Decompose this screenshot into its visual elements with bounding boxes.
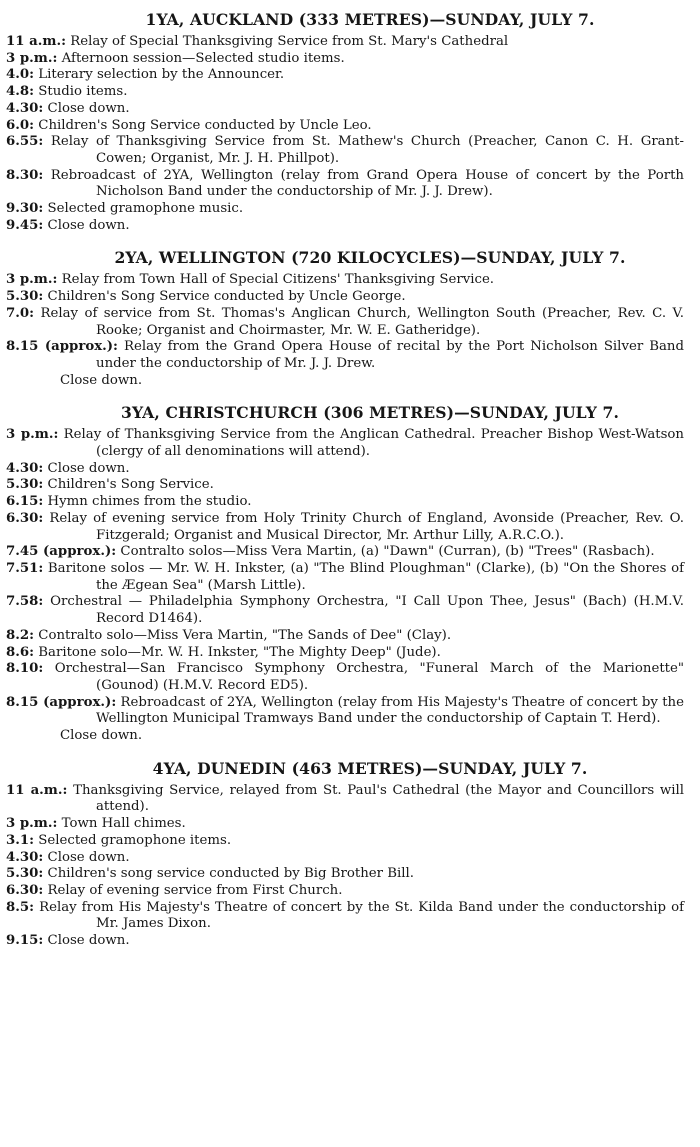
entry-time: 6.15: <box>6 494 44 510</box>
schedule-entry <box>0 900 700 933</box>
entry-description: Close down. <box>47 460 130 476</box>
schedule-entry <box>0 67 700 84</box>
entry-time: 3 p.m.: <box>6 427 59 443</box>
entry-time: 7.51: <box>6 560 44 576</box>
schedule-entry <box>0 272 700 289</box>
schedule-entry <box>0 883 700 900</box>
schedule-entry <box>0 461 700 478</box>
schedule-entry <box>0 168 700 201</box>
entry-time: 6.55: <box>6 134 44 150</box>
close-down-note: Close down. <box>60 372 143 388</box>
entry-time: 7.0: <box>6 305 35 321</box>
entry-time: 8.10: <box>6 661 44 677</box>
entry-time: 8.15 (approx.): <box>6 339 118 355</box>
entry-time: 6.30: <box>6 882 44 898</box>
entry-description: Relay of Special Thanksgiving Service from St. Mary's Cathedral <box>70 34 509 49</box>
schedule-entry <box>0 661 700 694</box>
entry-time: 4.30: <box>6 100 44 116</box>
entry-time: 8.30: <box>6 167 44 183</box>
schedule-entry <box>0 51 700 68</box>
schedule-entry <box>0 511 700 544</box>
schedule-entry <box>0 561 700 594</box>
entry-time: 5.30: <box>6 289 44 305</box>
station-heading: 2YA, WELLINGTON (720 KILOCYCLES)—SUNDAY, JULY 7. <box>114 248 626 268</box>
schedule-entry <box>0 118 700 135</box>
entry-description: Orchestral — Philadelphia Symphony Orchestra, "I Call Upon Thee, Jesus" (Bach) (H.M.V. Record D1464). <box>50 594 684 627</box>
entry-description: Studio items. <box>38 84 128 100</box>
entry-time: 11 a.m.: <box>6 782 68 798</box>
entry-description: Rebroadcast of 2YA, Wellington (relay from Grand Opera House of concert by the Porth Nicholson Band under the conductorship of Mr. J. J. Drew). <box>50 167 684 200</box>
schedule-entry <box>0 544 700 561</box>
entry-time: 3 p.m.: <box>6 816 58 832</box>
entry-description: Relay of evening service from Holy Trinity Church of England, Avonside (Preacher, Rev. O. Fitzgerald; Organist and Musical Director, Mr. Arthur Lilly, A.R.C.O.). <box>49 510 684 543</box>
entry-time: 4.30: <box>6 460 44 476</box>
entry-description: Thanksgiving Service, relayed from St. Paul's Cathedral (the Mayor and Councillors will attend). <box>73 782 684 815</box>
entry-time: 7.58: <box>6 594 44 610</box>
entry-description: Relay from Town Hall of Special Citizens' Thanksgiving Service. <box>61 272 495 288</box>
entry-time: 9.30: <box>6 201 44 217</box>
schedule-entry <box>0 218 700 235</box>
entry-time: 3 p.m.: <box>6 272 58 288</box>
schedule-entry <box>0 306 700 339</box>
schedule-entry <box>0 628 700 645</box>
entry-time: 5.30: <box>6 477 44 493</box>
entry-time: 4.30: <box>6 849 44 865</box>
entry-description: Relay of evening service from First Church. <box>47 882 343 898</box>
program-sections <box>0 10 700 950</box>
schedule-entry <box>0 816 700 833</box>
station-section <box>0 759 700 950</box>
entry-time: 3.1: <box>6 832 35 848</box>
schedule-entry <box>0 783 700 816</box>
entry-time: 6.30: <box>6 510 44 526</box>
entry-time: 4.0: <box>6 67 35 83</box>
schedule-entry <box>0 101 700 118</box>
entry-description: Relay of service from St. Thomas's Anglican Church, Wellington South (Preacher, Rev. C. V. Rooke; Organist and Choirmaster, Mr. W. E. Gatheridge). <box>40 305 684 338</box>
entry-time: 6.0: <box>6 117 35 133</box>
schedule-entry <box>0 34 700 51</box>
schedule-entry <box>0 866 700 883</box>
schedule-entry <box>0 933 700 950</box>
schedule-entry <box>0 494 700 511</box>
entry-time: 5.30: <box>6 866 44 882</box>
station-heading: 3YA, CHRISTCHURCH (306 METRES)—SUNDAY, JULY 7. <box>121 403 619 423</box>
schedule-entry <box>0 134 700 167</box>
entry-time: 7.45 (approx.): <box>6 544 117 560</box>
entry-description: Literary selection by the Announcer. <box>38 67 285 83</box>
schedule-entry <box>0 695 700 728</box>
entry-time: 8.6: <box>6 644 35 660</box>
station-heading: 1YA, AUCKLAND (333 METRES)—SUNDAY, JULY 7. <box>145 10 595 29</box>
schedule-entry <box>0 477 700 494</box>
entry-time: 8.5: <box>6 899 35 915</box>
close-down-note: Close down. <box>60 728 143 744</box>
entry-description: Contralto solo—Miss Vera Martin, "The Sands of Dee" (Clay). <box>38 627 452 643</box>
entry-description: Children's Song Service conducted by Uncle Leo. <box>38 117 372 133</box>
schedule-entry <box>0 850 700 867</box>
schedule-entry <box>0 84 700 101</box>
entry-description: Close down. <box>47 933 130 949</box>
entry-description: Town Hall chimes. <box>61 816 186 832</box>
entry-description: Relay from the Grand Opera House of recital by the Port Nicholson Silver Band under the conductorship of Mr. J. J. Drew. <box>96 339 684 371</box>
entry-time: 9.45: <box>6 217 44 233</box>
entry-description: Children's Song Service. <box>47 477 214 493</box>
schedule-entry <box>0 427 700 460</box>
schedule-entry <box>0 289 700 306</box>
entry-description: Relay from His Majesty's Theatre of concert by the St. Kilda Band under the conductorship of Mr. James Dixon. <box>39 899 684 932</box>
entry-description: Close down. <box>47 100 130 116</box>
entry-time: 3 p.m.: <box>6 50 58 66</box>
entry-time: 9.15: <box>6 933 44 949</box>
entry-description: Children's song service conducted by Big Brother Bill. <box>47 866 415 882</box>
entry-time: 4.8: <box>6 84 35 100</box>
entry-description: Baritone solos — Mr. W. H. Inkster, (a) "The Blind Ploughman" (Clarke), (b) "On the Shores of the Ægean Sea" (Marsh Little). <box>47 560 684 593</box>
entry-description: Selected gramophone music. <box>47 201 244 217</box>
entry-description: Baritone solo—Mr. W. H. Inkster, "The Mighty Deep" (Jude). <box>38 644 441 660</box>
entry-description: Hymn chimes from the studio. <box>47 494 252 510</box>
station-section <box>0 10 700 234</box>
entry-description: Close down. <box>47 217 130 233</box>
entry-description: Children's Song Service conducted by Uncle George. <box>47 289 406 305</box>
entry-time: 11 a.m.: <box>6 34 66 49</box>
station-heading: 4YA, DUNEDIN (463 METRES)—SUNDAY, JULY 7. <box>152 758 588 778</box>
entry-description: Relay of Thanksgiving Service from St. Mathew's Church (Preacher, Canon C. H. Grant-Cowen; Organist, Mr. J. H. Phillpot). <box>50 134 684 166</box>
entry-description: Orchestral—San Francisco Symphony Orchestra, "Funeral March of the Marionette" (Gounod) (H.M.V. Record ED5). <box>54 661 684 693</box>
entry-description: Afternoon session—Selected studio items. <box>61 50 345 66</box>
entry-description: Contralto solos—Miss Vera Martin, (a) "Dawn" (Curran), (b) "Trees" (Rasbach). <box>120 544 655 560</box>
schedule-entry <box>0 201 700 218</box>
entry-time: 8.2: <box>6 627 35 643</box>
station-section <box>0 403 700 744</box>
entry-description: Selected gramophone items. <box>38 832 232 848</box>
schedule-entry <box>0 833 700 850</box>
schedule-entry <box>0 594 700 627</box>
entry-description: Relay of Thanksgiving Service from the Anglican Cathedral. Preacher Bishop West-Watson (clergy of all denominations will attend). <box>63 427 685 460</box>
schedule-entry <box>0 645 700 662</box>
schedule-entry <box>0 339 700 372</box>
station-section <box>0 248 700 389</box>
entry-time: 8.15 (approx.): <box>6 694 117 710</box>
entry-description: Close down. <box>47 849 130 865</box>
entry-description: Rebroadcast of 2YA, Wellington (relay from His Majesty's Theatre of concert by the Wellington Municipal Tramways Band under the conductorship of Captain T. Herd). <box>96 694 684 727</box>
